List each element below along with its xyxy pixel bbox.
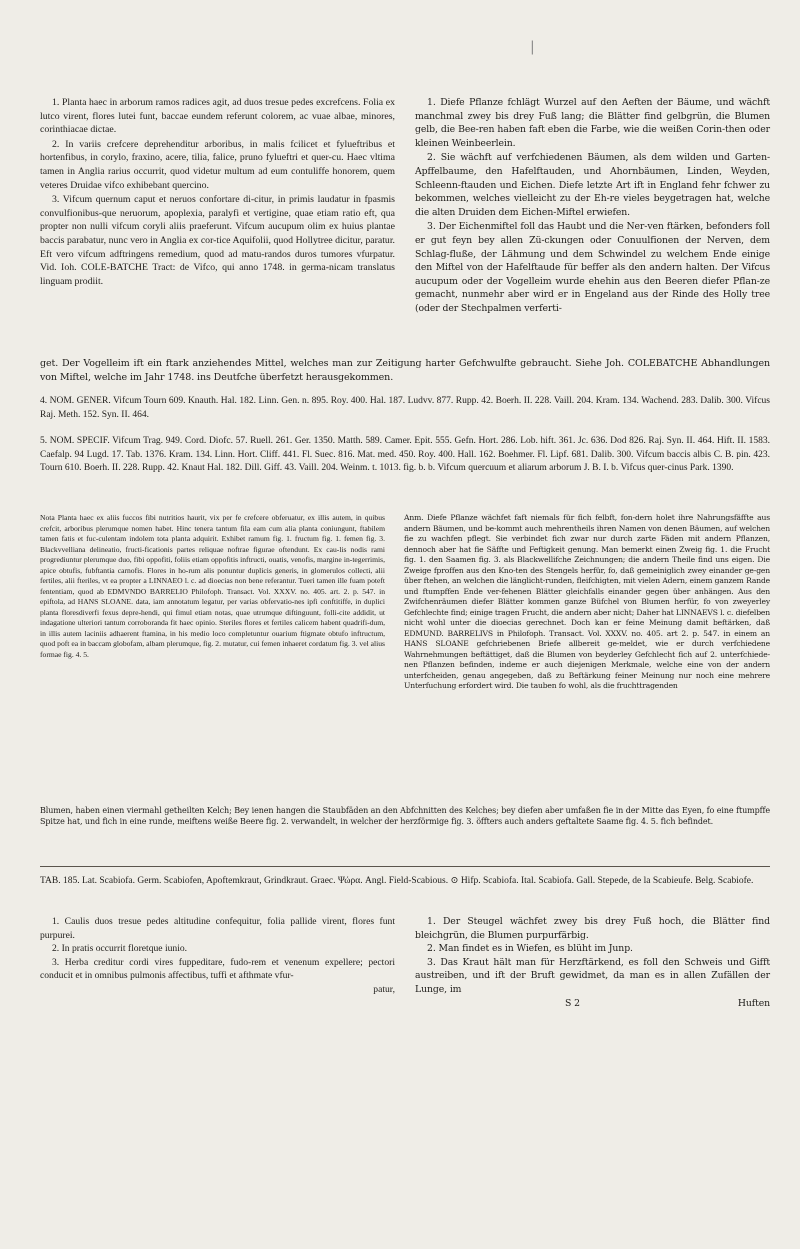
tab-heading: TAB. 185. Lat. Scabiofa. Germ. Scabiofen, Apoftemkraut, Grindkraut. Graec. Ψώρα. Angl. Field-Scabious. ⊙ Hifp. Scabiofa. Ital. Scabiofa. Gall. Stepede, de la Scabieufe. Belg. Scabiofe.: [40, 876, 754, 886]
latin-paragraph-1: 1. Planta haec in arborum ramos radices agit, ad duos tresue pedes excrefcens. Folia ex lutco virent, flores lutei funt, baccae eundem referunt colorem, ac vuae albae, minores, corinthiacae dictae.: [40, 97, 395, 136]
german-note-continuation: Blumen, haben einen viermahl getheilten Kelch; Bey ienen hangen die Staubfäden an den Abfchnitten des Kelches; bey diefen aber umfaßen fie in der Mitte das Eyen, fo eine ftumpffe Spitze hat, und fich in eine runde, meiftens weiße Beere fig. 2. verwandelt, in welcher der herzförmige fig. 3. öffters auch anders geftaltete Saame fig. 4. 5. fich befindet.: [40, 806, 770, 826]
catchword: Huften: [737, 997, 770, 1009]
bottom-latin-2: 2. In pratis occurrit floretque iunio.: [52, 943, 188, 955]
bottom-latin-1: 1. Caulis duos tresue pedes altitudine confequitur, folia pallide virent, flores funt purpurei.: [40, 916, 395, 941]
german-column-bottom: [415, 915, 770, 1010]
nom-specif: 5. NOM. SPECIF. Vifcum Trag. 949. Cord. Diofc. 57. Ruell. 261. Ger. 1350. Matth. 589. Camer. Epit. 555. Gefn. Hort. 286. Lob. hift. 361. Jc. 636. Dod 826. Raj. Syn. II. 464. Hift. II. 1583. Caefalp. 94 Lugd. 17. Tab. 1376. Kram. 134. Linn. Hort. Cliff. 441. Fl. Suec. 816. Mat. med. 450. Roy. 400. Hall. 162. Boehmer. Fl. Lipf. 681. Dalib. 300. Vifcum baccis albis C. B. pin. 423. Tourn 610. Boerh. II. 228. Rupp. 42. Knaut Hal. 182. Dill. Giff. 43. Vaill. 204. Weinm. t. 1013. fig. b. b. Vifcum quercuum et aliarum arborum J. B. I. b. Vifcus quer-cinus Park. 1390.: [40, 436, 770, 473]
bottom-german-1: 1. Der Steugel wächfet zwey bis drey Fuß hoch, die Blätter find bleichgrün, die Blumen purpurfärbig.: [415, 916, 770, 941]
german-continuation: get. Der Vogelleim ift ein ftark anziehendes Mittel, welches man zur Zeitigung harter Gefchwulfte gebraucht. Siehe Joh. COLEBATCHE Abhandlungen von Miftel, welche im Jahr 1748. ins Deutfche überfetzt herausgekommen.: [40, 358, 770, 383]
latin-column-bottom: [40, 915, 395, 997]
latin-note: Nota Planta haec ex aliis fuccos fibi nutritios haurit, vix per fe crefcere obferuatur, ex illis autem, in quibus crefcit, arboribus plerumque nomen habet. Hinc tenera tantum fila eam cum alia planta coniungunt, ftabilem tamen fatis et fuc-culentam indolem tota planta adquirit. Exhibet ramum fig. 1. fructum fig. 1. femen fig. 3. Blackvvelliana delineatio, fructi-ficationis partes reliquae noftrae figurae oftendunt. Ex cau-lis nodis rami progrediuntur plerumque duo, fibi oppofiti, foliis etiam oppofitis inftructi, ouatis, venofis, margine in-tegerrimis, apice obtufis, fubftantia carnofis. Flores in ho-rum alis ponuntur duplicis generis, in glomerulos collecti, alii fertiles, alii fteriles, vt ea propter a LINNAEO l. c. ad dioecias non bene referantur. Tueri tamen ille fuam poteft fententiam, quod ab EDMVNDO BARRELIO Philofoph. Transact. Vol. XXXV. no. 405. art. 2. p. 547. in epiftola, ad HANS SLOANE. data, iam annotatum legatur, per varias obfervatio-nes ipfi conftitiffe, in duplici planta floresdiverfi fexus depre-hendi, qui fimul etiam notas, quae utrumque diftinguunt, folli-cite addidit, ut indagatione ulteriori tantum corroboranda fit haec opinio. Steriles flores et fertiles calicem habent quadrifi-dum, in illis autem laciniis adhaerent ftamina, in his medio loco completuntur ouarium ftigmate obtufo inftructum, quod poft ea in baccam globofam, albam plerumque, fig. 2. mutatur, cui femen inhaeret cordatum fig. 3. vel alius formae fig. 4. 5.: [40, 513, 385, 659]
bottom-german-3: 3. Das Kraut hält man für Herzftärkend, es foll den Schweis und Gifft austreiben, und ift der Bruft gewidmet, da man es in allen Zufällen der Lunge, im: [415, 956, 770, 995]
german-column-top: [415, 96, 770, 317]
latin-paragraph-2: 2. In variis crefcere deprehenditur arboribus, in malis fcilicet et fylueftribus et hortenfibus, in corylo, fraxino, acere, tilia, falice, pruno fylueftri et quer-cu. Haec vltima tamen in Anglia rarius occurrit, quod videtur multum ad eum contuliffe honorem, quem veteres Druidae vifco exhibebant quercino.: [40, 138, 395, 191]
page-mark: |: [530, 39, 535, 55]
german-paragraph-2: 2. Sie wächft auf verfchiedenen Bäumen, als dem wilden und Garten-Apffelbaume, den Hafelftauden, und Ahornbäumen, Linden, Weyden, Schleenn-ftauden und Eichen. Diefe letzte Art ift in England fehr fchwer zu bekommen, welches vielleicht zu der Eh-re vieles beygetragen hat, welche die alten Druiden dem Eichen-Miftel erwiefen.: [415, 152, 770, 218]
signature-line: [415, 997, 770, 1011]
german-paragraph-1: 1. Diefe Pflanze fchlägt Wurzel auf den Aeften der Bäume, und wächft manchmal zwey bis drey Fuß lang; die Blätter find gelbgrün, die Blumen gelb, die Bee-ren haben faft eben die Farbe, wie die weißen Corin-then oder kleinen Weinbeerlein.: [415, 97, 770, 149]
signature-mark: S 2: [565, 997, 580, 1009]
nom-gener: 4. NOM. GENER. Vifcum Tourn 609. Knauth. Hal. 182. Linn. Gen. n. 895. Roy. 400. Hal. 187. Ludvv. 877. Rupp. 42. Boerh. II. 228. Vaill. 204. Kram. 134. Wachend. 283. Dalib. 300. Vifcus Raj. Meth. 152. Syn. II. 464.: [40, 396, 770, 420]
german-paragraph-3: 3. Der Eichenmiftel foll das Haubt und die Ner-ven ftärken, befonders foll er gut feyn bey allen Zü-ckungen oder Conuulfionen der Nerven, dem Schlag-fluße, der Lähmung und dem Schwindel zu welchem Ende einige den Miftel von der Hafelftaude für beffer als den andern halten. Der Vifcus aucupum oder der Vogelleim wurde ehehin aus den Beeren diefer Pflan-ze gemacht, nunmehr aber wird er in Engeland aus der Rinde des Holly tree (oder der Stechpalmen verferti-: [415, 221, 770, 314]
bottom-latin-end: patur,: [373, 983, 395, 995]
latin-column-top: [40, 96, 395, 289]
bottom-latin-3: 3. Herba creditur cordi vires fuppeditare, fudo-rem et venenum expellere; pectori conducit et in omnibus pulmonis affectibus, tuffi et afthmate vfur-: [40, 956, 395, 982]
section-divider: [40, 866, 770, 867]
latin-paragraph-3: 3. Vifcum quernum caput et neruos confortare di-citur, in primis laudatur in fpasmis convulfionibus-que neruorum, apoplexia, paralyfi et vertigine, quae etiam ratio eft, qua propter non nulli vifcum coryli aliis praeferunt. Vifcum aucupum olim ex huius plantae baccis parabatur, nunc vero in Anglia ex cor-tice Aquifolii, quod Hollytree dicitur, paratur. Eft vero vifcum adftringens remedium, quod ad matu-randos duros tumores vfurpatur. Vid. Ioh. COLE-BATCHE Tract: de Vifco, qui anno 1748. in germa-nicam translatus linguam prodiit.: [40, 194, 395, 287]
bottom-german-2: 2. Man findet es in Wiefen, es blüht im Junp.: [427, 943, 633, 955]
german-note: Anm. Diefe Pflanze wächfet faft niemals für fich felbft, fon-dern holet ihre Nahrungsfäffte aus andern Bäumen, und be-kommt auch mehrentheils ihren Namen von denen Bäumen, auf welchen fie zu wachfen pflegt. Sie verbindet fich zwar nur durch zarte Fäden mit andern Pflanzen, dennoch aber hat fie Säffte und Feftigkeit genung. Man bemerkt einen Zweig fig. 1. die Frucht fig. 1. den Saamen fig. 3. als Blackwellifche Zeichnungen; die andern Theile find uns eigen. Die Zweige fproffen aus den Kno-ten des Stengels herfür, fo, daß gemeiniglich zwey einander ge-gen über ftehen, an welchen die länglicht-runden, fleifchigten, mit vielen Adern, einem ganzem Rande und ftumpffen Ende ver-fehenen Blätter gleichfalls einander gegen über anhängen. Aus den Zwifchenräumen diefer Blätter kommen ganze Büfchel von Blumen herfür, fo von zweyerley Gefchlechte find; einige tragen Frucht, die andern aber nicht; Daher hat LINNAEVS l. c. diefelben nicht wohl unter die dioecias gerechnet. Doch kan er feine Meinung damit beftärken, daß EDMUND. BARRELIVS in Philofoph. Transact. Vol. XXXV. no. 405. art 2. p. 547. in einem an HANS SLOANE gefchriebenen Briefe allbereit ge-meldet, wie er durch verfchiedene Wahrnehmungen beftättiget, daß die Blumen von beyderley Gefchlecht fich auf 2. unterfchiede-nen Pflanzen befinden, indeme er auch diejenigen Merkmale, welche eine von der andern unterfcheiden, genau angegeben, daß zu Beftärkung feiner Meinung nur noch eine mehrere Unterfuchung erfordert wird. Die tauben fo wohl, als die fruchttragenden: [404, 513, 770, 690]
